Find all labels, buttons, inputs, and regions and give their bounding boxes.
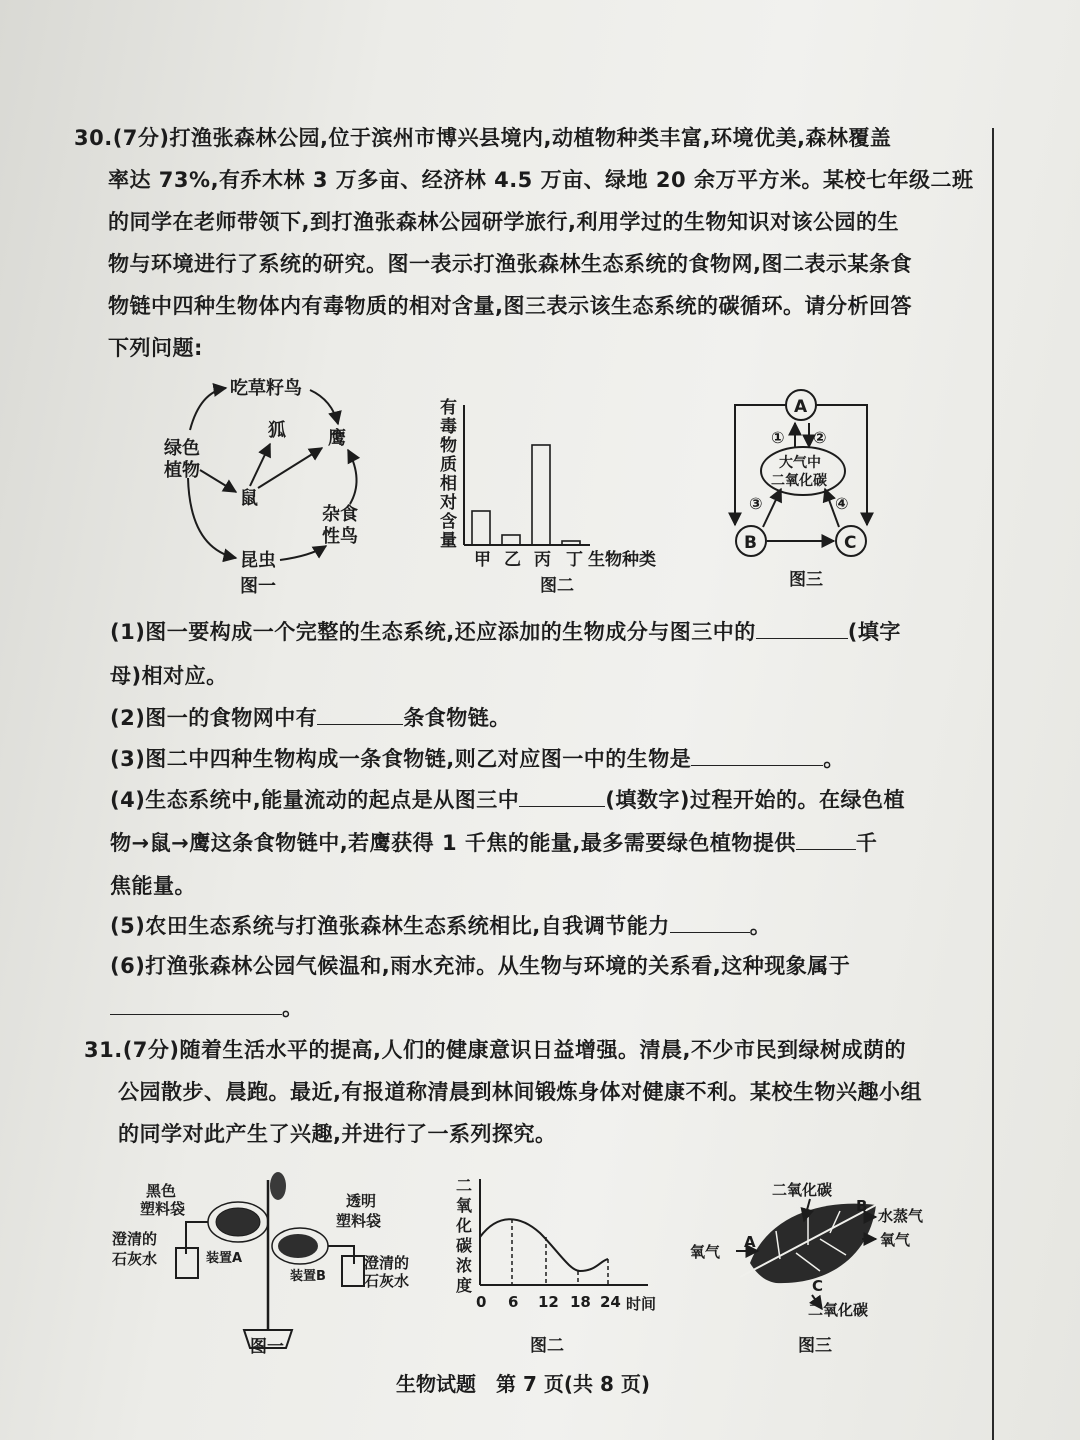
fig2-cat-jia: 甲 [474, 550, 491, 570]
lime-left-2: 石灰水 [112, 1250, 158, 1268]
leaf-in-clear-bag [278, 1234, 318, 1258]
fw-plant-1: 绿色 [164, 438, 200, 459]
q31-line-2: 公园散步、晨跑。最近,有报道称清晨到林间锻炼身体对健康不利。某校生物兴趣小组 [118, 1080, 922, 1104]
arrow-2: ② [813, 428, 827, 447]
fw-mouse: 鼠 [240, 488, 258, 509]
leaf-label-a: A [744, 1233, 756, 1251]
q30-4-cont: 物→鼠→鹰这条食物链中,若鹰获得 1 千焦的能量,最多需要绿色植物提供 千 [110, 831, 878, 855]
lime-right-2: 石灰水 [364, 1272, 410, 1290]
leaf-co2-top: 二氧化碳 [772, 1181, 833, 1199]
clear-bag-2: 塑料袋 [336, 1212, 382, 1230]
answer-blank-1[interactable] [756, 618, 848, 639]
q31-fig1-caption: 图一 [250, 1337, 284, 1357]
answer-blank-2[interactable] [317, 704, 403, 725]
fig2-ylabel-7: 量 [440, 531, 457, 551]
answer-blank-3[interactable] [691, 745, 823, 766]
bar-ding [562, 541, 580, 545]
fw-plant-2: 植物 [164, 460, 200, 481]
co2c-y-0: 二 [456, 1176, 473, 1195]
co2c-y-3: 碳 [456, 1236, 473, 1255]
leaf-label-c: C [812, 1277, 824, 1295]
lime-right-1: 澄清的 [364, 1254, 410, 1272]
q30-line-6: 下列问题: [108, 336, 203, 360]
q31-fig3-leaf [680, 1175, 950, 1360]
fw-insect: 昆虫 [240, 550, 276, 571]
tick-0: 0 [476, 1293, 487, 1311]
fig2-ylabel-6: 含 [440, 512, 457, 532]
answer-blank-7[interactable] [110, 994, 282, 1015]
bar-yi [502, 535, 520, 545]
arrow-4: ④ [835, 494, 849, 513]
q30-2: (2)图一的食物网中有 条食物链。 [110, 706, 511, 730]
co2c-xlabel: 时间 [626, 1295, 657, 1313]
device-a: 装置A [206, 1251, 243, 1266]
device-b: 装置B [290, 1269, 326, 1284]
q30-4: (4)生态系统中,能量流动的起点是从图三中 (填数字)过程开始的。在绿色植 [110, 788, 905, 812]
co2c-y-2: 化 [456, 1216, 473, 1235]
fig2-cat-yi: 乙 [504, 550, 521, 570]
lime-left-1: 澄清的 [112, 1230, 158, 1248]
q31-fig3-caption: 图三 [798, 1336, 832, 1356]
co2-label-2: 二氧化碳 [771, 473, 827, 489]
node-b-label: B [744, 533, 757, 553]
q30-6: (6)打渔张森林公园气候温和,雨水充沛。从生物与环境的关系看,这种现象属于 [110, 954, 851, 978]
q30-line-4: 物与环境进行了系统的研究。图一表示打渔张森林生态系统的食物网,图二表示某条食 [108, 252, 912, 276]
q30-3: (3)图二中四种生物构成一条食物链,则乙对应图一中的生物是 。 [110, 747, 845, 771]
q30-1-cont: 母)相对应。 [110, 664, 228, 688]
top-leaf [270, 1172, 286, 1200]
q30-5: (5)农田生态系统与打渔张森林生态系统相比,自我调节能力 。 [110, 914, 772, 938]
q30-line-3: 的同学在老师带领下,到打渔张森林公园研学旅行,利用学过的生物知识对该公园的生 [108, 210, 899, 234]
q30-1: (1)图一要构成一个完整的生态系统,还应添加的生物成分与图三中的 (填字 [110, 620, 901, 644]
q31-fig1-apparatus [110, 1170, 430, 1360]
tick-12: 12 [538, 1293, 559, 1311]
q30-fig1-food-web [150, 370, 380, 600]
page-footer: 生物试题 第 7 页(共 8 页) [396, 1372, 650, 1396]
black-bag-1: 黑色 [146, 1182, 177, 1200]
q30-6-cont: 。 [110, 994, 304, 1022]
leaf-oxygen-right: 氧气 [880, 1231, 911, 1249]
fig2-ylabel [440, 397, 457, 551]
fig2-ylabel-1: 毒 [440, 417, 457, 437]
leaf-in-black-bag [216, 1208, 260, 1236]
fig2-ylabel-5: 对 [440, 493, 457, 513]
fig2-cat-bing: 丙 [534, 550, 551, 570]
fig2-caption: 图二 [540, 576, 574, 596]
co2c-y-5: 度 [456, 1276, 473, 1295]
q31-fig2-co2-curve [450, 1175, 670, 1360]
fw-eagle: 鹰 [328, 428, 346, 449]
leaf-water-vapor: 水蒸气 [878, 1207, 924, 1225]
q30-fig2-toxin-chart [430, 395, 680, 600]
black-bag-2: 塑料袋 [140, 1200, 186, 1218]
fw-caption: 图一 [240, 576, 276, 597]
fw-omni-1: 杂食 [322, 504, 358, 525]
bar-jia [472, 511, 490, 545]
answer-blank-5[interactable] [796, 829, 856, 850]
q30-line-1: 30.(7分)打渔张森林公园,位于滨州市博兴县境内,动植物种类丰富,环境优美,森林覆盖 [74, 126, 892, 150]
arrow-3: ③ [749, 494, 763, 513]
arrow-1: ① [771, 428, 785, 447]
leaf-label-b: B [856, 1197, 868, 1215]
fig2-ylabel-0: 有 [440, 398, 457, 418]
fw-fox: 狐 [268, 420, 286, 441]
leaf-co2-bottom: 二氧化碳 [808, 1301, 869, 1319]
q31-fig2-caption: 图二 [530, 1336, 564, 1356]
co2-curve [480, 1219, 608, 1271]
tick-18: 18 [570, 1293, 591, 1311]
fw-omni-2: 性鸟 [322, 526, 358, 547]
node-a-label: A [794, 397, 808, 417]
co2c-y-4: 浓 [456, 1256, 473, 1275]
q30-fig3-carbon-cycle [725, 385, 885, 595]
fig2-ylabel-4: 相 [440, 474, 457, 494]
fig3-caption: 图三 [789, 570, 823, 590]
q30-line-5: 物链中四种生物体内有毒物质的相对含量,图三表示该生态系统的碳循环。请分析回答 [108, 294, 912, 318]
leaf-oxygen-left: 氧气 [690, 1243, 721, 1261]
fig2-ylabel-2: 物 [440, 436, 457, 456]
fig2-ylabel-3: 质 [440, 455, 457, 475]
answer-blank-4[interactable] [519, 786, 605, 807]
bar-bing [532, 445, 550, 545]
q30-line-2: 率达 73%,有乔木林 3 万多亩、经济林 4.5 万亩、绿地 20 余万平方米。某校七年级二班 [108, 168, 974, 192]
q31-line-3: 的同学对此产生了兴趣,并进行了一系列探究。 [118, 1122, 557, 1146]
co2-label-1: 大气中 [779, 455, 821, 471]
fig2-cat-ding: 丁 [566, 550, 583, 570]
co2c-y-1: 氧 [456, 1196, 473, 1215]
answer-blank-6[interactable] [670, 912, 750, 933]
fig2-xlabel: 生物种类 [588, 550, 656, 570]
clear-bag-1: 透明 [346, 1192, 377, 1210]
node-c-label: C [844, 533, 857, 553]
margin-rule [992, 128, 994, 1440]
fw-bird-seed: 吃草籽鸟 [230, 378, 302, 399]
q31-line-1: 31.(7分)随着生活水平的提高,人们的健康意识日益增强。清晨,不少市民到绿树成荫的 [84, 1038, 906, 1062]
q30-4-end: 焦能量。 [110, 874, 196, 898]
tick-24: 24 [600, 1293, 621, 1311]
tick-6: 6 [508, 1293, 519, 1311]
